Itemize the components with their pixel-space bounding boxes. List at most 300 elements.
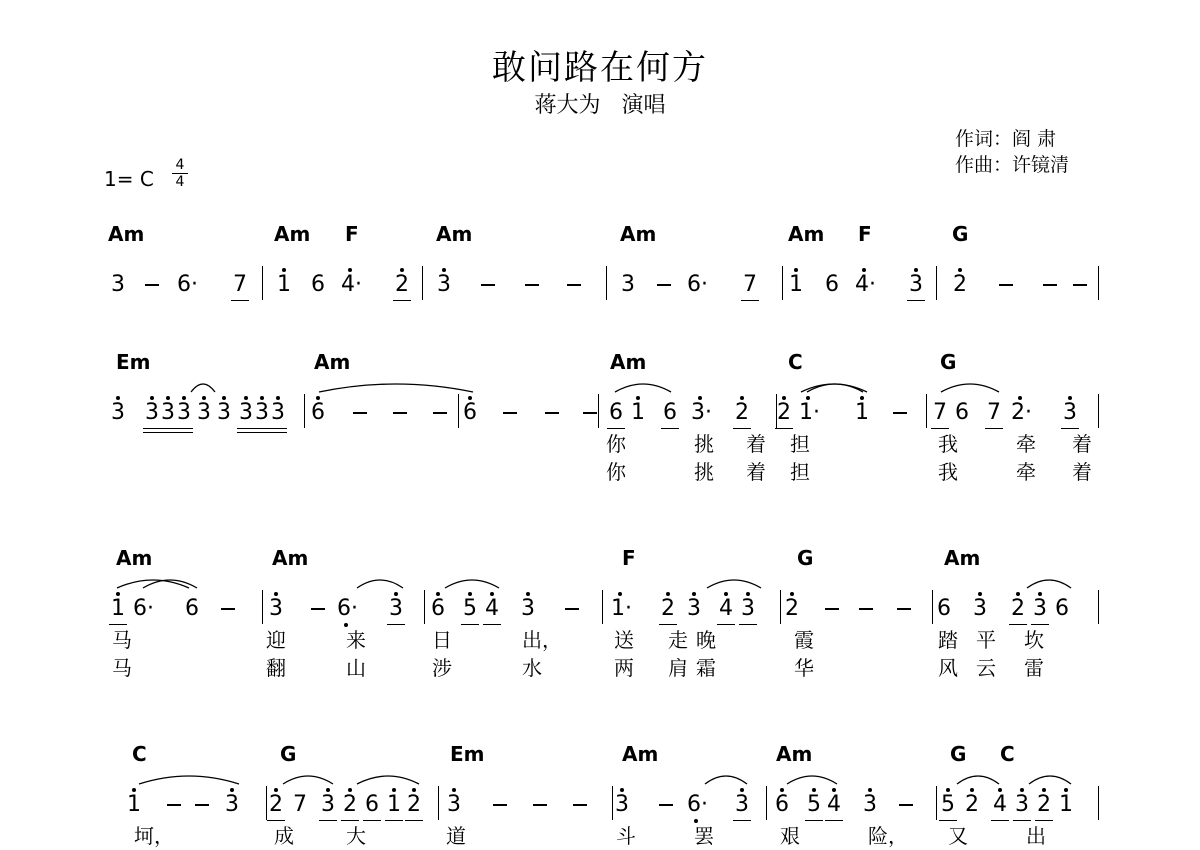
note: 2 xyxy=(951,272,969,297)
hold-dash xyxy=(893,412,907,414)
hold-dash xyxy=(221,608,235,610)
lyric-1: 挑 xyxy=(694,432,714,456)
song-title: 敢问路在何方 xyxy=(492,48,708,88)
eighth-underline xyxy=(825,820,843,821)
note: 2 xyxy=(659,596,677,621)
note: 3 xyxy=(685,596,703,621)
lyric-1: 你 xyxy=(606,432,626,456)
octave-up-dot xyxy=(618,592,622,596)
sixteenth-underline xyxy=(269,432,287,433)
hold-dash xyxy=(493,804,507,806)
note: 1 · xyxy=(611,596,629,621)
note: 1 xyxy=(125,792,143,817)
octave-up-dot xyxy=(182,396,186,400)
hold-dash xyxy=(311,608,325,610)
note: 3 xyxy=(519,596,537,621)
lyric-1: 着 xyxy=(746,432,766,456)
chord-symbol: F xyxy=(345,222,359,246)
octave-up-dot xyxy=(442,268,446,272)
octave-up-dot xyxy=(526,592,530,596)
note: 3 xyxy=(621,272,635,297)
octave-up-dot xyxy=(348,788,352,792)
eighth-underline xyxy=(907,300,925,301)
octave-up-dot xyxy=(862,268,866,272)
lyric-2: 雷 xyxy=(1024,656,1044,680)
hold-dash xyxy=(145,284,159,286)
note: 2 · xyxy=(1011,400,1029,425)
note: 7 xyxy=(931,400,949,425)
note: 6 xyxy=(1055,596,1069,621)
hold-dash xyxy=(897,608,911,610)
note: 6 xyxy=(429,596,447,621)
hold-dash xyxy=(859,608,873,610)
lyric-2: 着 xyxy=(1072,460,1092,484)
note: 2 xyxy=(783,596,801,621)
bar-line xyxy=(926,394,927,428)
lyric-2: 挑 xyxy=(694,460,714,484)
lyric-1: 走 xyxy=(668,628,688,652)
lyric-1: 出 xyxy=(1026,824,1046,848)
chord-symbol: Am xyxy=(610,350,647,374)
eighth-underline xyxy=(733,820,751,821)
note: 4 xyxy=(717,596,735,621)
tie-slur xyxy=(282,772,334,786)
octave-up-dot xyxy=(698,396,702,400)
lyric-1: 斗 xyxy=(616,824,636,848)
hold-dash xyxy=(433,412,447,414)
chord-symbol: G xyxy=(797,546,814,570)
octave-up-dot xyxy=(276,396,280,400)
eighth-underline xyxy=(393,300,411,301)
hold-dash xyxy=(525,284,539,286)
octave-up-dot xyxy=(400,268,404,272)
eighth-underline xyxy=(387,624,405,625)
octave-up-dot xyxy=(244,396,248,400)
lyric-1: 踏 xyxy=(938,628,958,652)
note: 3 xyxy=(159,400,177,425)
chord-symbol: C xyxy=(132,742,147,766)
octave-up-dot xyxy=(790,592,794,596)
note: 6 · xyxy=(337,596,355,621)
chord-symbol: Am xyxy=(272,546,309,570)
octave-up-dot xyxy=(946,788,950,792)
octave-up-dot xyxy=(724,592,728,596)
tie-slur xyxy=(1026,576,1072,590)
hold-dash xyxy=(825,608,839,610)
octave-up-dot xyxy=(490,592,494,596)
tie-slur xyxy=(138,772,240,786)
eighth-underline xyxy=(231,300,249,301)
note: 1 xyxy=(109,596,127,621)
octave-up-dot xyxy=(780,788,784,792)
note: 3 xyxy=(739,596,757,621)
note: 2 xyxy=(405,792,423,817)
hold-dash xyxy=(999,284,1013,286)
lyric-1: 我 xyxy=(938,432,958,456)
octave-up-dot xyxy=(392,788,396,792)
chord-symbol: Am xyxy=(944,546,981,570)
note: 6· xyxy=(687,272,708,297)
note: 3 xyxy=(1013,792,1031,817)
note: 1 · xyxy=(799,400,817,425)
note: 3 xyxy=(237,400,255,425)
octave-up-dot xyxy=(260,396,264,400)
tie-slur xyxy=(786,772,838,786)
lyric-2: 你 xyxy=(606,460,626,484)
eighth-underline xyxy=(739,624,757,625)
chord-symbol: Am xyxy=(622,742,659,766)
octave-up-dot xyxy=(1042,788,1046,792)
lyric-2: 水 xyxy=(522,656,542,680)
note: 3 xyxy=(733,792,751,817)
note: 3 xyxy=(215,400,233,425)
chord-symbol: Am xyxy=(314,350,351,374)
bar-line xyxy=(780,590,781,624)
note: 6 · xyxy=(687,792,705,817)
octave-up-dot xyxy=(620,788,624,792)
octave-up-dot xyxy=(116,592,120,596)
chord-symbol: F xyxy=(858,222,872,246)
octave-up-dot xyxy=(274,788,278,792)
tie-slur xyxy=(614,380,672,394)
eighth-underline xyxy=(991,820,1009,821)
chord-symbol: Am xyxy=(274,222,311,246)
note: 2 xyxy=(1009,596,1027,621)
note: 6 xyxy=(607,400,625,425)
time-signature-top: 4 xyxy=(175,157,185,173)
octave-up-dot xyxy=(316,396,320,400)
octave-up-dot xyxy=(978,592,982,596)
note: 6 xyxy=(937,596,951,621)
bar-line xyxy=(458,394,459,428)
note: 6· xyxy=(177,272,198,297)
note: 3 xyxy=(1031,596,1049,621)
note: 6 xyxy=(363,792,381,817)
octave-up-dot xyxy=(436,592,440,596)
lyric-1: 日 xyxy=(432,628,452,652)
note: 2 xyxy=(267,792,285,817)
bar-line xyxy=(262,266,263,300)
note: 3 xyxy=(435,272,453,297)
octave-up-dot xyxy=(468,396,472,400)
octave-up-dot xyxy=(452,788,456,792)
lyric-2: 霜 xyxy=(696,656,716,680)
octave-up-dot xyxy=(468,592,472,596)
octave-up-dot xyxy=(1018,396,1022,400)
bar-line xyxy=(932,590,933,624)
bar-line xyxy=(782,266,783,300)
bar-line xyxy=(438,786,439,820)
hold-dash xyxy=(565,608,579,610)
chord-symbol: G xyxy=(280,742,297,766)
octave-up-dot xyxy=(794,268,798,272)
octave-up-dot xyxy=(282,268,286,272)
bar-line xyxy=(262,590,263,624)
tie-slur xyxy=(356,576,404,590)
eighth-underline xyxy=(319,820,337,821)
note: 1 xyxy=(787,272,805,297)
eighth-underline xyxy=(741,300,759,301)
note: 7 xyxy=(741,272,759,297)
lyric-2: 山 xyxy=(346,656,366,680)
hold-dash xyxy=(657,284,671,286)
note: 6 xyxy=(309,400,327,425)
lyric-1: 艰 xyxy=(780,824,800,848)
lyric-1: 罢 xyxy=(694,824,714,848)
hold-dash xyxy=(1073,284,1087,286)
hold-dash xyxy=(899,804,913,806)
octave-up-dot xyxy=(998,788,1002,792)
lyric-2: 两 xyxy=(614,656,634,680)
octave-up-dot xyxy=(970,788,974,792)
eighth-underline xyxy=(661,428,679,429)
octave-up-dot xyxy=(116,396,120,400)
lyric-1: 道 xyxy=(446,824,466,848)
lyric-1: 担 xyxy=(790,432,810,456)
bar-line xyxy=(936,786,937,820)
note: 3 xyxy=(269,400,287,425)
hold-dash xyxy=(353,412,367,414)
lyric-2: 华 xyxy=(794,656,814,680)
note: 3 xyxy=(387,596,405,621)
lyric-1: 着 xyxy=(1072,432,1092,456)
octave-up-dot xyxy=(782,396,786,400)
chord-symbol: Am xyxy=(436,222,473,246)
eighth-underline xyxy=(405,820,423,821)
octave-up-dot xyxy=(740,396,744,400)
note: 6 xyxy=(185,596,199,621)
lyric-1: 险， xyxy=(868,824,908,848)
lyric-2: 着 xyxy=(746,460,766,484)
lyricist-credit: 作词：阎 肃 xyxy=(955,128,1057,150)
tie-slur xyxy=(706,576,762,590)
note: 1 xyxy=(853,400,871,425)
octave-up-dot xyxy=(636,396,640,400)
chord-symbol: C xyxy=(1000,742,1015,766)
note: 1 xyxy=(385,792,403,817)
note: 3 · xyxy=(691,400,709,425)
octave-up-dot xyxy=(692,592,696,596)
hold-dash xyxy=(573,804,587,806)
bar-line xyxy=(598,394,599,428)
note: 2 xyxy=(393,272,411,297)
octave-up-dot xyxy=(914,268,918,272)
hold-dash xyxy=(393,412,407,414)
note: 4 xyxy=(825,792,843,817)
lyric-2: 担 xyxy=(790,460,810,484)
note: 3 xyxy=(971,596,989,621)
tie-slur xyxy=(1028,772,1072,786)
chord-symbol: C xyxy=(788,350,803,374)
lyric-2: 涉 xyxy=(432,656,452,680)
lyric-1: 大 xyxy=(346,824,366,848)
lyric-2: 肩 xyxy=(668,656,688,680)
octave-up-dot xyxy=(868,788,872,792)
note: 6· xyxy=(133,596,154,621)
note: 3 xyxy=(267,596,285,621)
note: 6 xyxy=(955,400,969,425)
note: 2 xyxy=(733,400,751,425)
bar-line xyxy=(1098,266,1099,300)
octave-up-dot xyxy=(666,592,670,596)
bar-line xyxy=(936,266,937,300)
note: 1 xyxy=(1057,792,1075,817)
note: 2 xyxy=(1035,792,1053,817)
hold-dash xyxy=(659,804,673,806)
note: 4 · xyxy=(855,272,873,297)
note: 3 xyxy=(907,272,925,297)
octave-up-dot xyxy=(806,396,810,400)
chord-symbol: G xyxy=(952,222,969,246)
note: 5 xyxy=(805,792,823,817)
octave-up-dot xyxy=(412,788,416,792)
hold-dash xyxy=(503,412,517,414)
chord-symbol: Am xyxy=(108,222,145,246)
lyric-1: 牵 xyxy=(1016,432,1036,456)
lyric-1: 送 xyxy=(614,628,634,652)
time-signature-bottom: 4 xyxy=(175,174,185,190)
note: 6 xyxy=(661,400,679,425)
octave-up-dot xyxy=(1020,788,1024,792)
chord-symbol: G xyxy=(940,350,957,374)
hold-dash xyxy=(1043,284,1057,286)
chord-symbol: Am xyxy=(116,546,153,570)
note: 5 xyxy=(461,596,479,621)
tie-slur xyxy=(956,772,1000,786)
note: 1 xyxy=(275,272,293,297)
lyric-1: 平 xyxy=(976,628,996,652)
note: 1 xyxy=(629,400,647,425)
lyric-2: 我 xyxy=(938,460,958,484)
note: 4 xyxy=(483,596,501,621)
hold-dash xyxy=(545,412,559,414)
bar-line xyxy=(766,786,767,820)
lyric-2: 风 xyxy=(938,656,958,680)
eighth-underline xyxy=(175,428,193,429)
bar-line xyxy=(612,786,613,820)
bar-line xyxy=(602,590,603,624)
hold-dash xyxy=(195,804,209,806)
note: 4 xyxy=(991,792,1009,817)
tie-slur xyxy=(704,772,748,786)
bar-line xyxy=(304,394,305,428)
lyric-1: 出， xyxy=(522,628,562,652)
time-signature xyxy=(172,158,188,189)
chord-symbol: F xyxy=(622,546,636,570)
octave-up-dot xyxy=(150,396,154,400)
eighth-underline xyxy=(461,624,479,625)
note: 3 xyxy=(195,400,213,425)
chord-symbol: Am xyxy=(788,222,825,246)
note: 3 xyxy=(111,272,125,297)
note: 6 xyxy=(773,792,791,817)
octave-up-dot xyxy=(166,396,170,400)
note: 2 xyxy=(963,792,981,817)
bar-line xyxy=(1098,590,1099,624)
note: 3 xyxy=(319,792,337,817)
note: 6 xyxy=(461,400,479,425)
note: 6 xyxy=(311,272,325,297)
note: 7 xyxy=(231,272,249,297)
lyric-1: 晚 xyxy=(696,628,716,652)
note: 3 xyxy=(1061,400,1079,425)
lyric-2: 翻 xyxy=(266,656,286,680)
octave-up-dot xyxy=(202,396,206,400)
lyric-1: 迎 xyxy=(266,628,286,652)
tie-slur xyxy=(190,380,216,394)
bar-line xyxy=(266,786,267,820)
bar-line xyxy=(776,394,777,428)
bar-line xyxy=(424,590,425,624)
octave-up-dot xyxy=(348,268,352,272)
note: 7 xyxy=(985,400,1003,425)
note: 7 xyxy=(293,792,307,817)
octave-up-dot xyxy=(1068,396,1072,400)
eighth-underline xyxy=(717,624,735,625)
note: 3 xyxy=(445,792,463,817)
octave-up-dot xyxy=(958,268,962,272)
note: 2 xyxy=(775,400,793,425)
note: 2 xyxy=(341,792,359,817)
tie-slur xyxy=(142,576,198,590)
tie-slur xyxy=(444,576,500,590)
chord-symbol: Em xyxy=(450,742,485,766)
lyric-2: 马 xyxy=(112,656,132,680)
tie-slur xyxy=(356,772,420,786)
octave-up-dot xyxy=(326,788,330,792)
octave-up-dot xyxy=(1038,592,1042,596)
lyric-1: 坎 xyxy=(1024,628,1044,652)
octave-up-dot xyxy=(132,788,136,792)
octave-up-dot xyxy=(394,592,398,596)
eighth-underline xyxy=(805,820,823,821)
octave-up-dot xyxy=(860,396,864,400)
octave-up-dot xyxy=(832,788,836,792)
bar-line xyxy=(1098,394,1099,428)
octave-up-dot xyxy=(222,396,226,400)
hold-dash xyxy=(533,804,547,806)
octave-up-dot xyxy=(274,592,278,596)
octave-up-dot xyxy=(746,592,750,596)
hold-dash xyxy=(567,284,581,286)
octave-up-dot xyxy=(812,788,816,792)
eighth-underline xyxy=(385,820,403,821)
bar-line xyxy=(606,266,607,300)
note: 3 xyxy=(223,792,241,817)
lyric-1: 坷， xyxy=(134,824,174,848)
composer-credit: 作曲：许镜清 xyxy=(955,154,1070,176)
lyric-1: 马 xyxy=(112,628,132,652)
lyric-2: 牵 xyxy=(1016,460,1036,484)
bar-line xyxy=(422,266,423,300)
eighth-underline xyxy=(269,428,287,429)
bar-line xyxy=(1098,786,1099,820)
note: 3 xyxy=(143,400,161,425)
note: 3 xyxy=(109,400,127,425)
hold-dash xyxy=(481,284,495,286)
lyric-1: 霞 xyxy=(794,628,814,652)
note: 5 xyxy=(939,792,957,817)
octave-up-dot xyxy=(1016,592,1020,596)
note: 3 xyxy=(253,400,271,425)
lyric-1: 来 xyxy=(346,628,366,652)
note: 3 xyxy=(175,400,193,425)
note: 3 xyxy=(613,792,631,817)
lyric-2: 云 xyxy=(976,656,996,680)
chord-symbol: Em xyxy=(116,350,151,374)
tie-slur xyxy=(806,380,864,394)
chord-symbol: G xyxy=(950,742,967,766)
